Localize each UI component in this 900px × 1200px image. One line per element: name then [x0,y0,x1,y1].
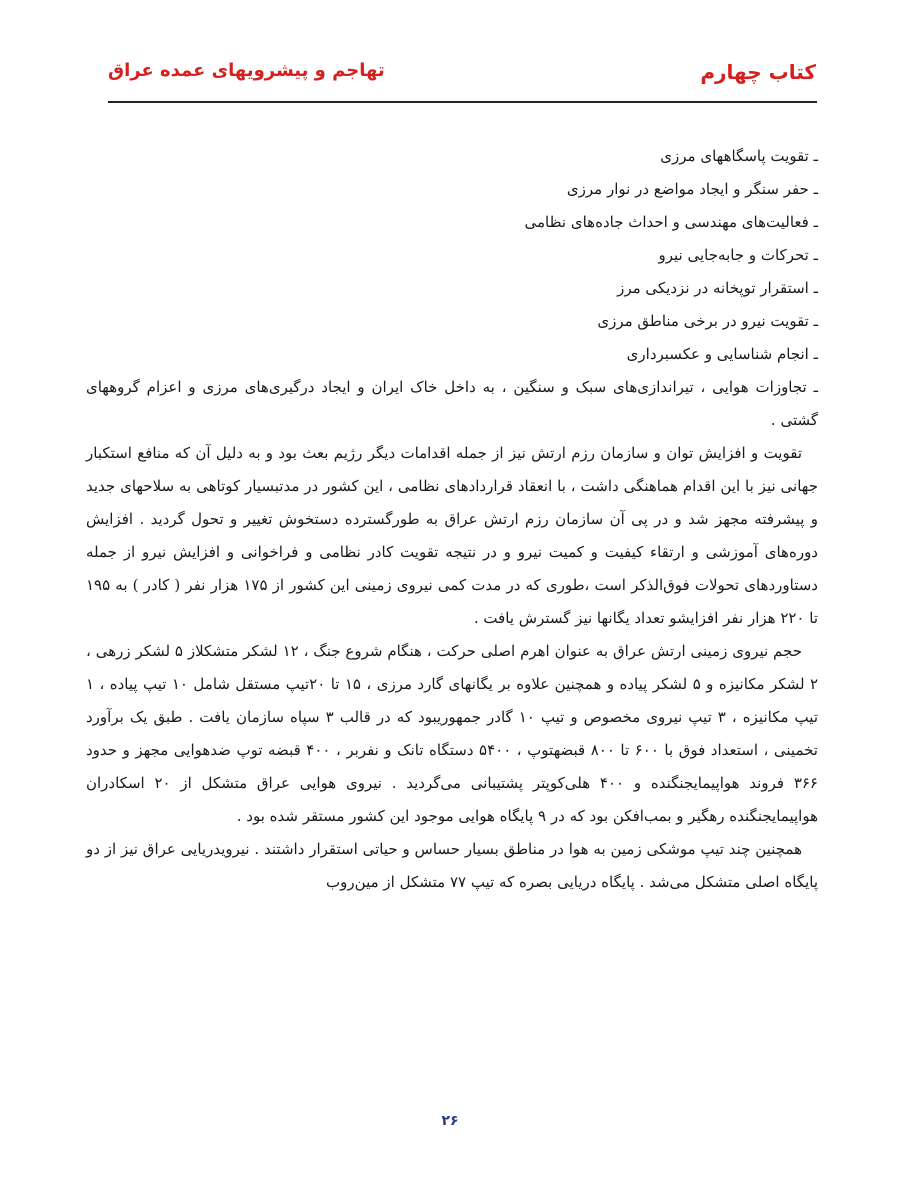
header-divider [108,101,817,103]
bullet-list [86,140,818,437]
list-item: ـ تقویت پاسگاههای مرزی [660,147,818,165]
list-item: ـ انجام شناسایی و عکسبرداری [626,345,818,363]
list-item: ـ تجاوزات هوایی ، تیراندازی‌های سبک و سنگین ، به داخل خاک ایران و ایجاد درگیری‌های مرزی و اعزام گروههای گشتی . [86,378,818,429]
list-item: ـ فعالیت‌های مهندسی و احداث جاده‌های نظامی [524,213,818,231]
page-number: ۲۶ [441,1113,459,1129]
page-header [108,52,816,96]
list-item: ـ تقویت نیرو در برخی مناطق مرزی [597,312,818,330]
list-item: ـ حفر سنگر و ایجاد مواضع در نوار مرزی [566,180,818,198]
paragraph: همچنین چند تیپ موشکی زمین به هوا در مناطق بسیار حساس و حیاتی استقرار داشتند . نیرویدریایی عراق نیز از دو پایگاه اصلی متشکل می‌شد . پایگاه دریایی بصره که تیپ ۷۷ متشکل از مین‌روب [86,840,818,891]
chapter-title: تهاجم و پیشرویهای عمده عراق [108,60,385,81]
page-body [86,140,818,899]
paragraph: تقویت و افزایش توان و سازمان رزم ارتش نیز از جمله اقدامات دیگر رژیم بعث بود و به دلیل آن که منافع استکبار جهانی نیز با این اقدام هماهنگی داشت ، با انعقاد قراردادهای نظامی ، این کشور در مدتبسیار کوتاهی به سلاحهای جدید و پیشرفته مجهز شد و در پی آن سازمان رزم ارتش عراق به طورگسترده دستخوش تغییر و تحول گردید . افزایش دوره‌های آموزشی و ارتقاء کیفیت و کمیت نیرو و در نتیجه تقویت کادر نظامی و فراخوانی و افزایش نیرو از جمله دستاوردهای تحولات فوق‌الذکر است ،طوری که در مدت کمی نیروی زمینی این کشور از ۱۷۵ هزار نفر ( کادر ) به ۱۹۵ تا ۲۲۰ هزار نفر افزایشو تعداد یگانها نیز گسترش یافت . [86,444,818,627]
paragraph: حجم نیروی زمینی ارتش عراق به عنوان اهرم اصلی حرکت ، هنگام شروع جنگ ، ۱۲ لشکر متشکلاز ۵ لشکر زرهی ، ۲ لشکر مکانیزه و ۵ لشکر پیاده و همچنین علاوه بر یگانهای گارد مرزی ، ۱۵ تا ۲۰تیپ مستقل شامل ۱۰ تیپ پیاده ، ۱ تیپ مکانیزه ، ۳ تیپ نیروی مخصوص و تیپ ۱۰ گادر جمهوریبود که در قالب ۳ سپاه سازمان یافت . طبق یک برآورد تخمینی ، استعداد فوق با ۶۰۰ تا ۸۰۰ قبضهتوپ ، ۵۴۰۰ دستگاه تانک و نفربر ، ۴۰۰ قبضه توپ ضدهوایی مجهز و حدود ۳۶۶ فروند هواپیمایجنگنده و ۴۰۰ هلی‌کوپتر پشتیبانی می‌گردید . نیروی هوایی عراق متشکل از ۲۰ اسکادران هواپیمایجنگنده رهگیر و بمب‌افکن بود که در ۹ پایگاه هوایی موجود این کشور مستقر شده بود . [86,642,819,825]
book-title: کتاب چهارم [700,60,816,84]
list-item: ـ استقرار توپخانه در نزدیکی مرز [617,279,818,297]
list-item: ـ تحرکات و جابه‌جایی نیرو [658,246,818,264]
